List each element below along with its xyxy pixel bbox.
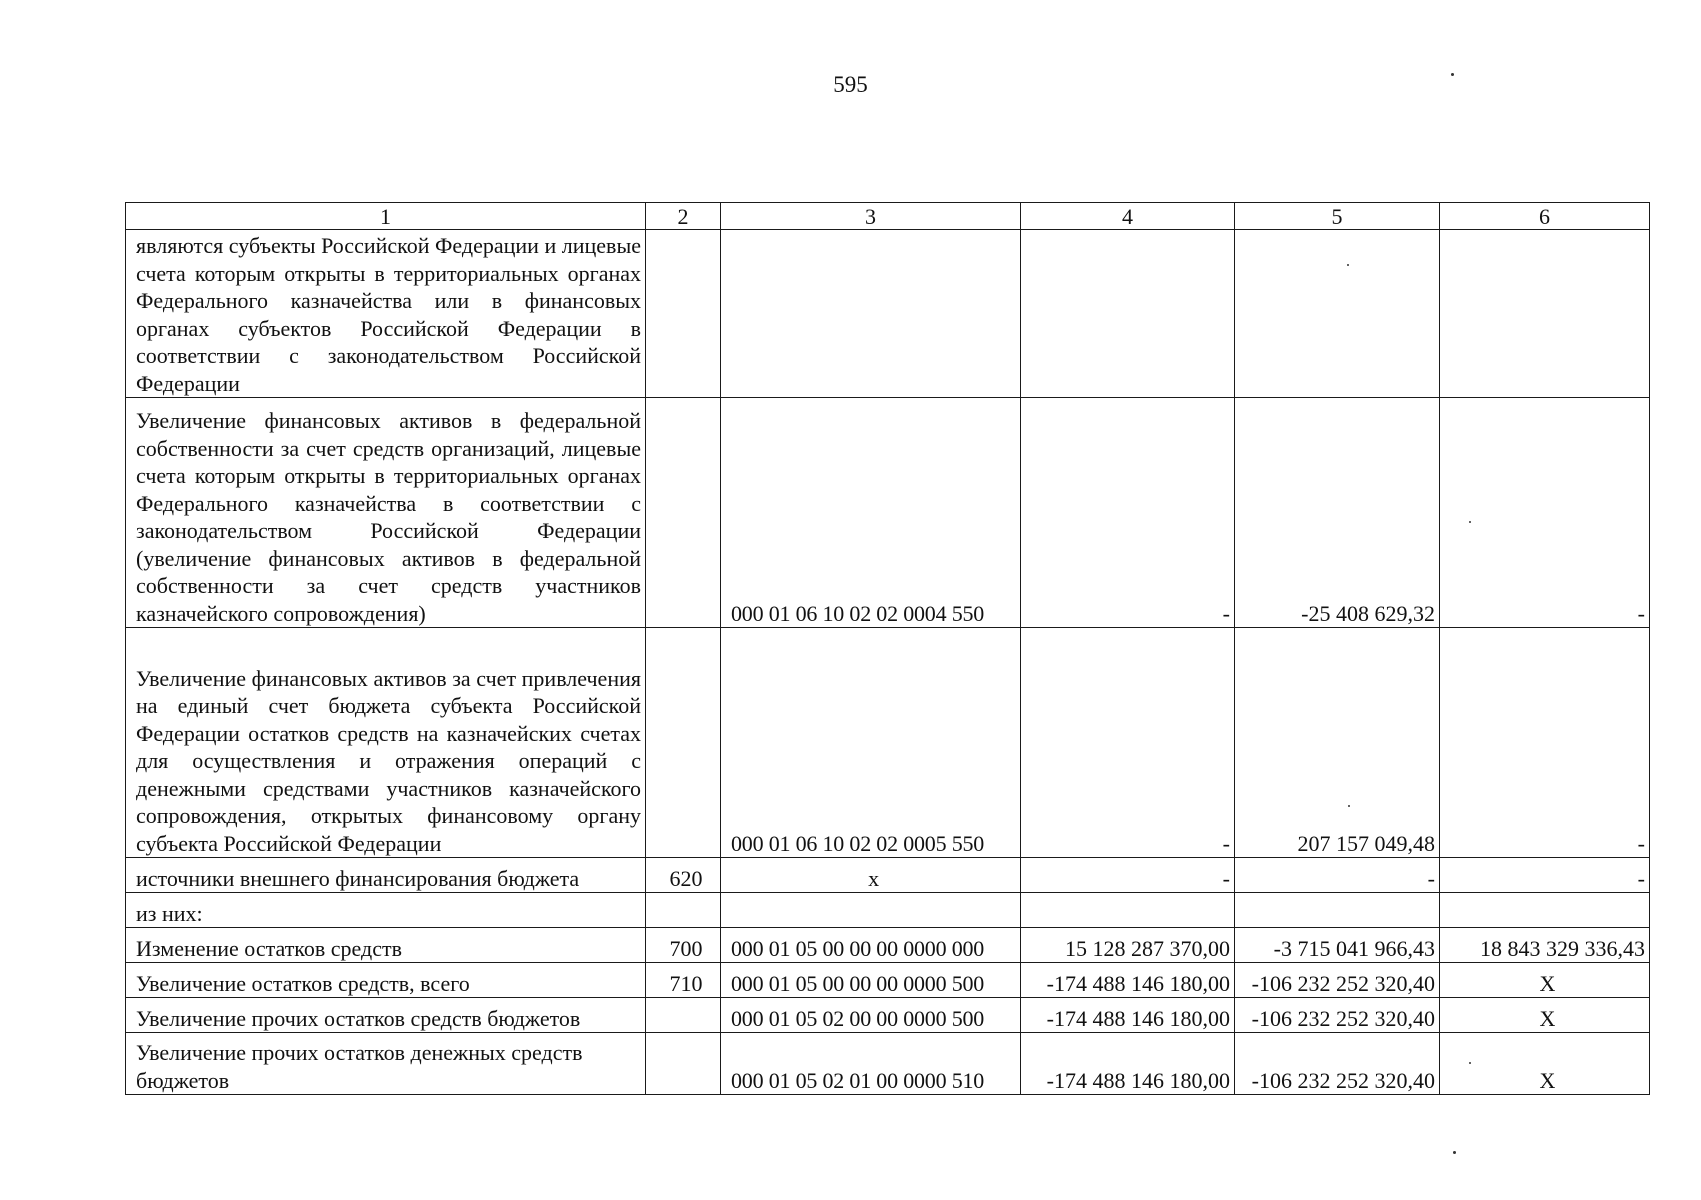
row-unexecuted-value bbox=[1440, 893, 1650, 928]
row-unexecuted-value: - bbox=[1440, 858, 1650, 893]
row-source-code: 000 01 05 02 01 00 0000 510 bbox=[721, 1033, 1021, 1095]
row-unexecuted-value: X bbox=[1440, 998, 1650, 1033]
row-name: Увеличение остатков средств, всего bbox=[126, 963, 646, 998]
row-source-code bbox=[721, 230, 1021, 398]
scan-speck bbox=[1347, 264, 1349, 266]
table-row bbox=[126, 858, 1650, 893]
row-name: Увеличение финансовых активов за счет привлечения на единый счет бюджета субъекта Российской Федерации остатков средств на казначейских счетах для осуществления и отражения операций с денежными средствами участников казначейского сопровождения, открытых финансовому органу субъекта Российской Федерации bbox=[126, 628, 646, 858]
row-executed-value: -106 232 252 320,40 bbox=[1235, 1033, 1440, 1095]
row-line-code: 700 bbox=[646, 928, 721, 963]
budget-sources-table bbox=[125, 202, 1650, 1095]
row-unexecuted-value bbox=[1440, 230, 1650, 398]
row-plan-value: -174 488 146 180,00 bbox=[1021, 998, 1235, 1033]
row-unexecuted-value: - bbox=[1440, 628, 1650, 858]
row-plan-value: - bbox=[1021, 398, 1235, 628]
row-source-code: 000 01 05 02 00 00 0000 500 bbox=[721, 998, 1021, 1033]
row-plan-value: - bbox=[1021, 858, 1235, 893]
header-row bbox=[126, 203, 1650, 230]
table-row bbox=[126, 928, 1650, 963]
row-unexecuted-value: X bbox=[1440, 1033, 1650, 1095]
row-name: Увеличение прочих остатков средств бюджетов bbox=[126, 998, 646, 1033]
row-line-code bbox=[646, 998, 721, 1033]
row-plan-value: - bbox=[1021, 628, 1235, 858]
row-name: Увеличение финансовых активов в федеральной собственности за счет средств организаций, лицевые счета которым открыты в территориальных органах Федерального казначейства в соответствии с законодательством Российской Федерации (увеличение финансовых активов в федеральной собственности за счет средств участников казначейского сопровождения) bbox=[126, 398, 646, 628]
row-line-code bbox=[646, 893, 721, 928]
row-plan-value: -174 488 146 180,00 bbox=[1021, 963, 1235, 998]
table-row bbox=[126, 893, 1650, 928]
row-source-code: 000 01 06 10 02 02 0005 550 bbox=[721, 628, 1021, 858]
row-plan-value: -174 488 146 180,00 bbox=[1021, 1033, 1235, 1095]
row-name: из них: bbox=[126, 893, 646, 928]
row-executed-value: - bbox=[1235, 858, 1440, 893]
row-line-code: 620 bbox=[646, 858, 721, 893]
row-source-code: x bbox=[721, 858, 1021, 893]
column-header-4: 4 bbox=[1021, 203, 1235, 230]
row-executed-value bbox=[1235, 230, 1440, 398]
table-row bbox=[126, 998, 1650, 1033]
table-row bbox=[126, 230, 1650, 398]
table-row bbox=[126, 398, 1650, 628]
column-header-6: 6 bbox=[1440, 203, 1650, 230]
table-row bbox=[126, 1033, 1650, 1095]
page-number: 595 bbox=[833, 72, 868, 97]
scan-speck bbox=[1469, 521, 1471, 523]
scan-speck bbox=[1453, 1151, 1456, 1154]
row-executed-value: -25 408 629,32 bbox=[1235, 398, 1440, 628]
row-executed-value bbox=[1235, 893, 1440, 928]
column-header-3: 3 bbox=[721, 203, 1021, 230]
table-row bbox=[126, 963, 1650, 998]
row-line-code bbox=[646, 398, 721, 628]
row-name: Изменение остатков средств bbox=[126, 928, 646, 963]
row-line-code bbox=[646, 230, 721, 398]
row-source-code bbox=[721, 893, 1021, 928]
row-source-code: 000 01 06 10 02 02 0004 550 bbox=[721, 398, 1021, 628]
row-line-code: 710 bbox=[646, 963, 721, 998]
row-executed-value: -106 232 252 320,40 bbox=[1235, 963, 1440, 998]
column-header-1: 1 bbox=[126, 203, 646, 230]
column-header-2: 2 bbox=[646, 203, 721, 230]
scan-speck bbox=[1348, 805, 1350, 807]
row-executed-value: 207 157 049,48 bbox=[1235, 628, 1440, 858]
row-plan-value bbox=[1021, 893, 1235, 928]
column-header-5: 5 bbox=[1235, 203, 1440, 230]
row-plan-value: 15 128 287 370,00 bbox=[1021, 928, 1235, 963]
scan-speck bbox=[1451, 73, 1454, 76]
row-source-code: 000 01 05 00 00 00 0000 500 bbox=[721, 963, 1021, 998]
row-unexecuted-value: X bbox=[1440, 963, 1650, 998]
row-name: источники внешнего финансирования бюджета bbox=[126, 858, 646, 893]
row-plan-value bbox=[1021, 230, 1235, 398]
row-unexecuted-value: - bbox=[1440, 398, 1650, 628]
row-name: являются субъекты Российской Федерации и лицевые счета которым открыты в территориальных органах Федерального казначейства или в финансовых органах субъектов Российской Федерации в соответствии с законодательством Российской Федерации bbox=[126, 230, 646, 398]
row-line-code bbox=[646, 1033, 721, 1095]
row-executed-value: -3 715 041 966,43 bbox=[1235, 928, 1440, 963]
row-name: Увеличение прочих остатков денежных средств бюджетов bbox=[126, 1033, 646, 1095]
row-source-code: 000 01 05 00 00 00 0000 000 bbox=[721, 928, 1021, 963]
table-row bbox=[126, 628, 1650, 858]
row-line-code bbox=[646, 628, 721, 858]
row-executed-value: -106 232 252 320,40 bbox=[1235, 998, 1440, 1033]
row-unexecuted-value: 18 843 329 336,43 bbox=[1440, 928, 1650, 963]
scan-speck bbox=[1469, 1062, 1471, 1064]
